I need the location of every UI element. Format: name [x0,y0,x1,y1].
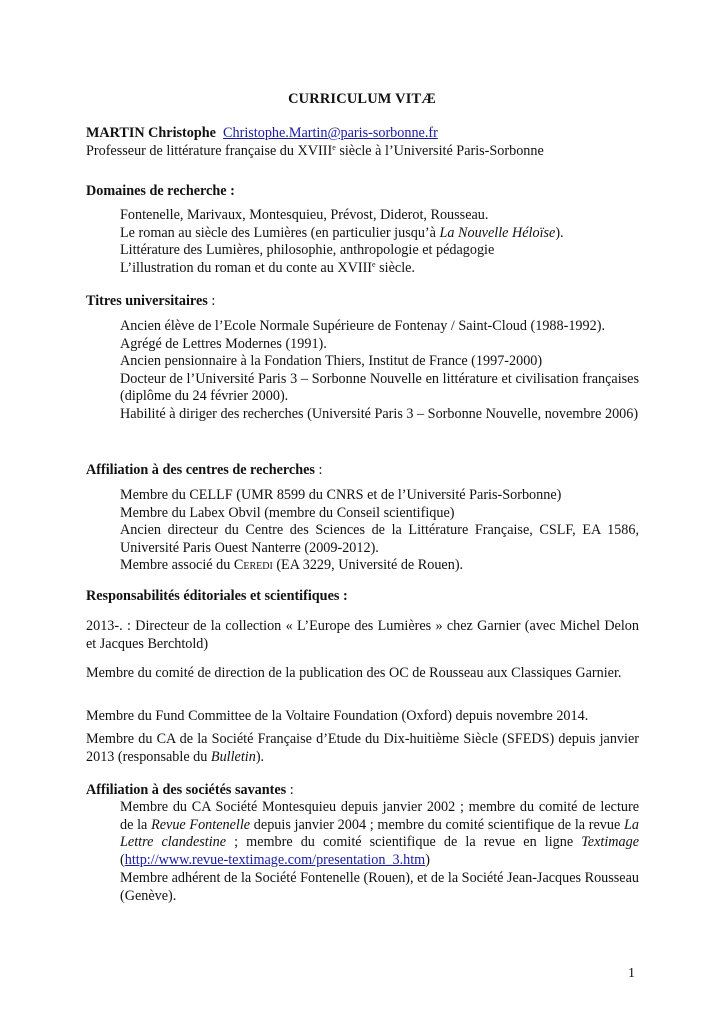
list-item: Fontenelle, Marivaux, Montesquieu, Prévost, Diderot, Rousseau. [120,207,489,223]
position-sup: e [332,143,336,152]
textimage-link[interactable]: http://www.revue-textimage.com/presentation_3.htm [124,851,426,868]
responsabilites-p1: 2013-. : Directeur de la collection « L’Europe des Lumières » chez Garnier (avec Michel Delon et Jacques Berchtold) [86,618,639,652]
author-name: MARTIN Christophe [86,125,216,141]
ceredi-smallcaps: Ceredi [233,557,273,574]
position-text-end: siècle à l’Université Paris-Sorbonne [335,143,544,159]
list-item: Ancien pensionnaire à la Fondation Thiers, Institut de France (1997-2000) [120,353,543,370]
bulletin-italic: Bulletin [210,748,256,765]
list-item: Ancien directeur du Centre des Sciences de la Littérature Française, CSLF, EA 1586, Université Paris Ouest Nanterre (2009-2012). [120,522,639,556]
list-item: Membre du Labex Obvil (membre du Conseil scientifique) [120,504,455,521]
societes-p2: Membre adhérent de la Société Fontenelle (Rouen), et de la Société Jean-Jacques Rousseau (Genève). [120,870,639,904]
section-heading-societes: Affiliation à des sociétés savantes : [86,782,294,798]
position-line [86,143,646,161]
list-item: Littérature des Lumières, philosophie, anthropologie et pédagogie [120,242,495,259]
list-item: Agrégé de Lettres Modernes (1991). [120,335,327,352]
responsabilites-p3: Membre du Fund Committee de la Voltaire Foundation (Oxford) depuis novembre 2014. [86,708,589,724]
position-text: Professeur de littérature française du XVIII [86,143,333,159]
section-heading-domaines: Domaines de recherche : [86,183,235,199]
responsabilites-p2: Membre du comité de direction de la publication des OC de Rousseau aux Classiques Garnier. [86,665,622,681]
email-link[interactable]: Christophe.Martin@paris-sorbonne.fr [223,125,438,141]
list-item: Ancien élève de l’Ecole Normale Supérieure de Fontenay / Saint-Cloud (1988-1992). [120,318,605,334]
domaines-list [120,207,639,277]
page-title: CURRICULUM VITÆ [288,91,436,107]
list-item: L’illustration du roman et du conte au XVIIIe siècle. [120,259,415,276]
affiliation-list [120,487,639,575]
list-item: Docteur de l’Université Paris 3 – Sorbonne Nouvelle en littérature et civilisation françaises (diplôme du 24 février 2000). [120,370,639,405]
section-heading-affiliation: Affiliation à des centres de recherches : [86,462,323,478]
page-number: 1 [628,966,635,981]
section-heading-titres: Titres universitaires : [86,293,216,309]
societes-p1: Membre du CA Société Montesquieu depuis janvier 2002 ; membre du comité de lecture de la Revue Fontenelle depuis janvier 2004 ; membre du comité scientifique de la revue La Lettre clandestine ; membre du comité scientifique de la revue en ligne Textimage (http://www.revue-textimage.com/presentation_3.htm) [120,799,639,868]
responsabilites-p4: Membre du CA de la Société Française d’Etude du Dix-huitième Siècle (SFEDS) depuis janvier 2013 (responsable du Bulletin). [86,731,639,765]
header-name-line [86,125,646,143]
italic-title: La Nouvelle Héloïse [439,224,556,241]
titres-list [120,318,639,424]
list-item: Membre associé du Ceredi (EA 3229, Université de Rouen). [120,557,464,574]
list-item: Le roman au siècle des Lumières (en particulier jusqu’à La Nouvelle Héloïse). [120,224,564,241]
section-heading-responsabilites: Responsabilités éditoriales et scientifiques : [86,588,348,604]
list-item: Habilité à diriger des recherches (Université Paris 3 – Sorbonne Nouvelle, novembre 2006) [120,405,639,422]
list-item: Membre du CELLF (UMR 8599 du CNRS et de l’Université Paris-Sorbonne) [120,487,562,503]
